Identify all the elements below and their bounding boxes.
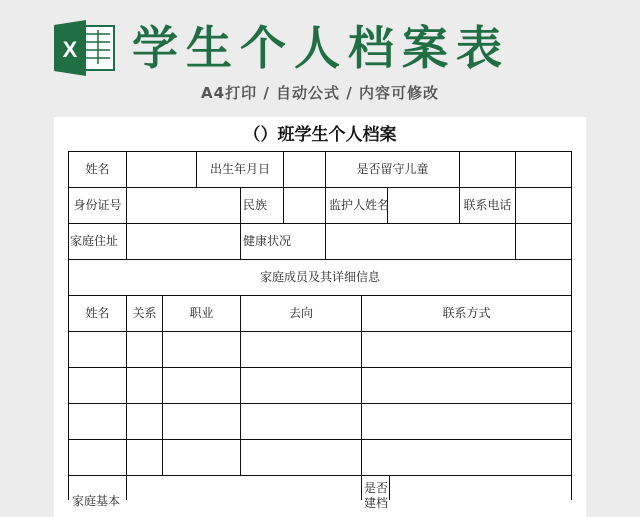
guardian-name-label: 监护人姓名 (329, 198, 390, 212)
address-label: 家庭住址 (70, 234, 119, 248)
left-behind-label: 是否留守儿童 (356, 162, 429, 176)
id-number-label: 身份证号 (73, 198, 122, 212)
family-header-relation: 关系 (132, 306, 157, 320)
banner-title: 学生个人档案表 (132, 21, 510, 75)
family-basic-label: 家庭基本 (72, 494, 121, 508)
health-label: 健康状况 (243, 234, 292, 248)
birth-label: 出生年月日 (209, 162, 270, 176)
family-header-whereabouts: 去向 (288, 306, 313, 320)
name-label: 姓名 (85, 162, 110, 176)
family-header-contact: 联系方式 (442, 306, 491, 320)
file-status-label-2: 建档 (364, 496, 389, 510)
phone-label: 联系电话 (463, 198, 512, 212)
banner-subtitle: A4打印 / 自动公式 / 内容可修改 (201, 84, 439, 102)
family-header-job: 职业 (189, 306, 214, 320)
ethnicity-label: 民族 (243, 198, 268, 212)
family-section-title: 家庭成员及其详细信息 (259, 270, 380, 284)
document-title: （）班学生个人档案 (243, 125, 397, 145)
excel-logo-letter: X (62, 37, 78, 62)
file-status-label: 是否 (364, 481, 389, 495)
family-header-name: 姓名 (85, 306, 110, 320)
